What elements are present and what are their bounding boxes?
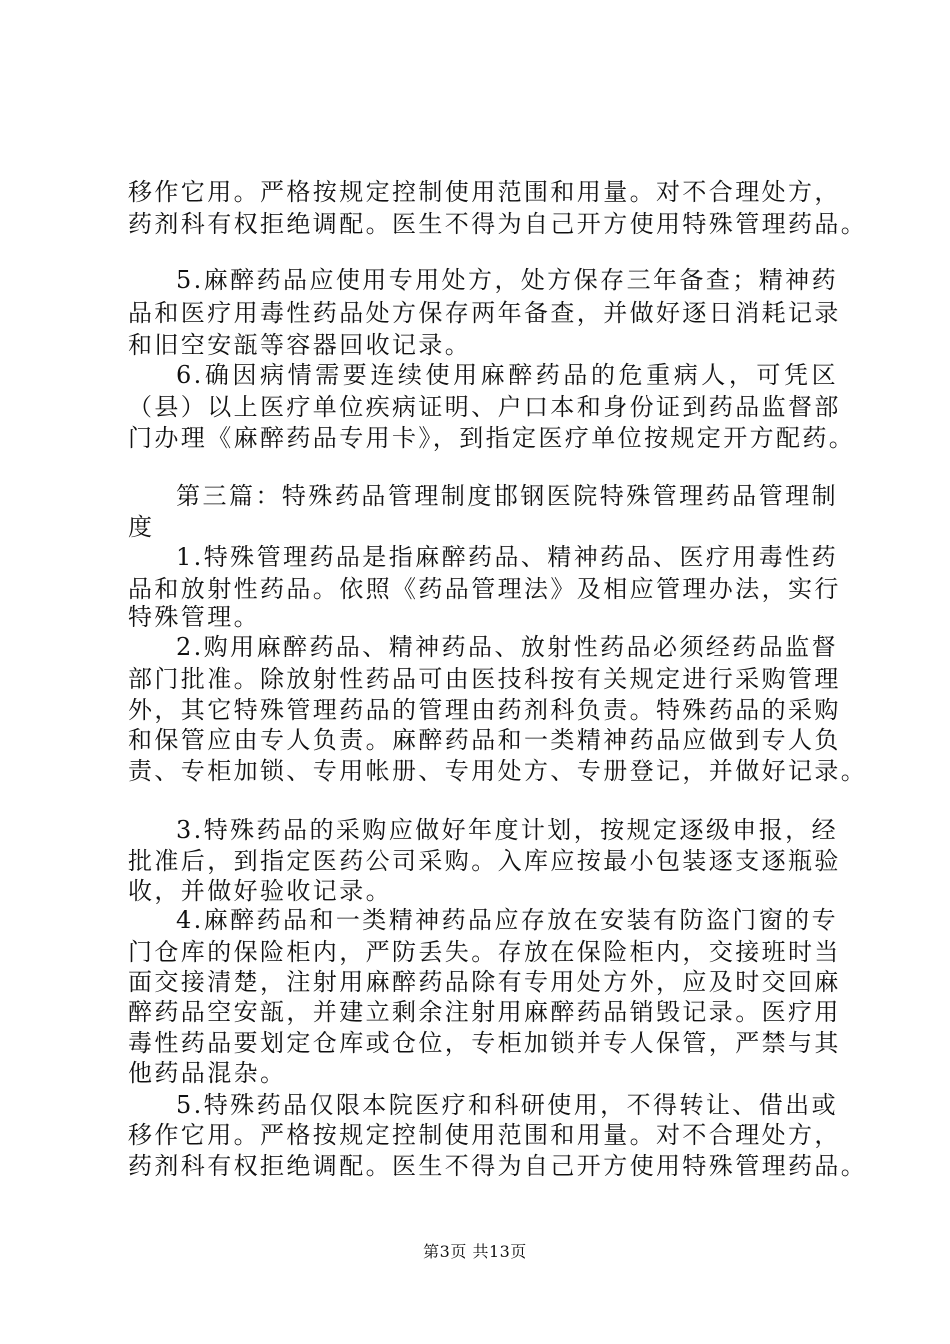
text-line: （县）以上医疗单位疾病证明、户口本和身份证到药品监督部 (128, 393, 841, 421)
text-line: 2.购用麻醉药品、精神药品、放射性药品必须经药品监督 (176, 633, 838, 661)
text-line: 5.麻醉药品应使用专用处方，处方保存三年备查；精神药 (176, 266, 838, 294)
section-heading: 第三篇：特殊药品管理制度邯钢医院特殊管理药品管理制 (176, 482, 838, 510)
text-line: 5.特殊药品仅限本院医疗和科研使用，不得转让、借出或 (176, 1091, 838, 1119)
text-line: 3.特殊药品的采购应做好年度计划，按规定逐级申报，经 (176, 816, 838, 844)
text-line: 责、专柜加锁、专用帐册、专用处方、专册登记，并做好记录。 (128, 757, 868, 785)
text-line: 4.麻醉药品和一类精神药品应存放在安装有防盗门窗的专 (176, 906, 838, 934)
text-line: 和旧空安瓿等容器回收记录。 (128, 331, 472, 359)
text-line: 批准后，到指定医药公司采购。入库应按最小包装逐支逐瓶验 (128, 847, 841, 875)
text-line: 醉药品空安瓿，并建立剩余注射用麻醉药品销毁记录。医疗用 (128, 998, 841, 1026)
text-line: 特殊管理。 (128, 603, 260, 631)
text-line: 移作它用。严格按规定控制使用范围和用量。对不合理处方， (128, 178, 841, 206)
text-line: 移作它用。严格按规定控制使用范围和用量。对不合理处方， (128, 1121, 841, 1149)
text-line: 品和医疗用毒性药品处方保存两年备查，并做好逐日消耗记录 (128, 299, 841, 327)
page-number-footer: 第3页 共13页 (423, 1242, 527, 1261)
text-line: 收，并做好验收记录。 (128, 877, 392, 905)
section-heading-continued: 度 (128, 513, 155, 541)
text-line: 门办理《麻醉药品专用卡》，到指定医疗单位按规定开方配药。 (128, 424, 856, 452)
text-line: 药剂科有权拒绝调配。医生不得为自己开方使用特殊管理药品。 (128, 1152, 868, 1180)
text-line: 部门批准。除放射性药品可由医技科按有关规定进行采购管理 (128, 665, 841, 693)
text-line: 6.确因病情需要连续使用麻醉药品的危重病人，可凭区 (176, 361, 838, 389)
text-line: 毒性药品要划定仓库或仓位，专柜加锁并专人保管，严禁与其 (128, 1029, 841, 1057)
text-line: 门仓库的保险柜内，严防丢失。存放在保险柜内，交接班时当 (128, 938, 841, 966)
text-line: 品和放射性药品。依照《药品管理法》及相应管理办法，实行 (128, 575, 841, 603)
text-line: 1.特殊管理药品是指麻醉药品、精神药品、医疗用毒性药 (176, 543, 838, 571)
text-line: 他药品混杂。 (128, 1059, 287, 1087)
text-line: 面交接清楚，注射用麻醉药品除有专用处方外，应及时交回麻 (128, 968, 841, 996)
text-line: 和保管应由专人负责。麻醉药品和一类精神药品应做到专人负 (128, 726, 841, 754)
text-line: 药剂科有权拒绝调配。医生不得为自己开方使用特殊管理药品。 (128, 210, 868, 238)
text-line: 外，其它特殊管理药品的管理由药剂科负责。特殊药品的采购 (128, 696, 841, 724)
